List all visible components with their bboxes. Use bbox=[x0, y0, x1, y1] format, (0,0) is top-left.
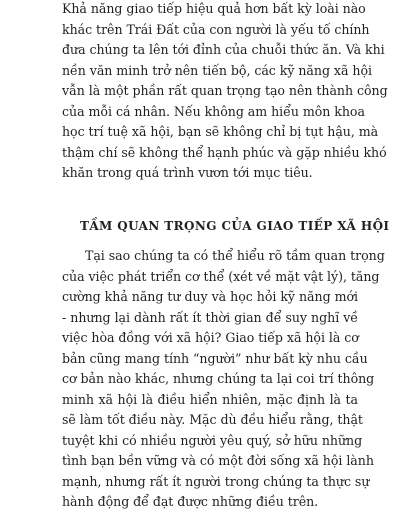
text-line: học trí tuệ xã hội, bạn sẽ không chỉ bị tụt hậu, mà bbox=[62, 124, 379, 139]
text-line: hành động để đạt được những điều trên. bbox=[62, 494, 319, 509]
text-line: Tại sao chúng ta có thể hiểu rõ tầm quan trọng bbox=[85, 248, 385, 263]
text-line: sẽ làm tốt điều này. Mặc dù đều hiểu rằng, thật bbox=[62, 412, 363, 427]
text-line: của việc phát triển cơ thể (xét về mặt vật lý), tăng bbox=[62, 268, 380, 284]
text-line: cường khả năng tư duy và học hỏi kỹ năng mới bbox=[62, 289, 358, 304]
section-heading: TẦM QUAN TRỌNG CỦA GIAO TIẾP XÃ HỘI bbox=[80, 219, 390, 233]
text-line: của mỗi cá nhân. Nếu không am hiểu môn khoa bbox=[62, 103, 365, 119]
text-line: thậm chí sẽ không thể hạnh phúc và gặp nhiều khó bbox=[62, 144, 387, 160]
text-line: bản cũng mang tính “người” như bất kỳ nhu cầu bbox=[62, 350, 368, 366]
paragraph-importance bbox=[62, 246, 385, 513]
text-line: - nhưng lại dành rất ít thời gian để suy nghĩ về bbox=[62, 309, 358, 325]
text-line: khăn trong quá trình vươn tới mục tiêu. bbox=[62, 165, 313, 180]
text-line: đưa chúng ta lên tới đỉnh của chuỗi thức ăn. Và khi bbox=[62, 42, 385, 57]
text-line: mạnh, nhưng rất ít người trong chúng ta thực sự bbox=[62, 473, 370, 489]
paragraph-intro bbox=[62, 0, 388, 184]
text-line: cơ bản nào khác, nhưng chúng ta lại coi trí thông bbox=[62, 371, 375, 386]
text-line: nền văn minh trở nên tiến bộ, các kỹ năng xã hội bbox=[62, 62, 372, 78]
text-line: Khả năng giao tiếp hiệu quả hơn bất kỳ loài nào bbox=[62, 1, 366, 16]
text-line: vẫn là một phần rất quan trọng tạo nên thành công bbox=[62, 83, 388, 98]
text-line: tuyệt khi có nhiều người yêu quý, sở hữu những bbox=[62, 432, 363, 448]
text-line: khác trên Trái Đất của con người là yếu tố chính bbox=[62, 21, 370, 37]
text-line: việc hòa đồng với xã hội? Giao tiếp xã hội là cơ bbox=[62, 330, 359, 345]
text-line: tình bạn bền vững và có một đời sống xã hội lành bbox=[62, 453, 374, 468]
text-line: minh xã hội là điều hiển nhiên, mặc định là ta bbox=[62, 391, 358, 407]
